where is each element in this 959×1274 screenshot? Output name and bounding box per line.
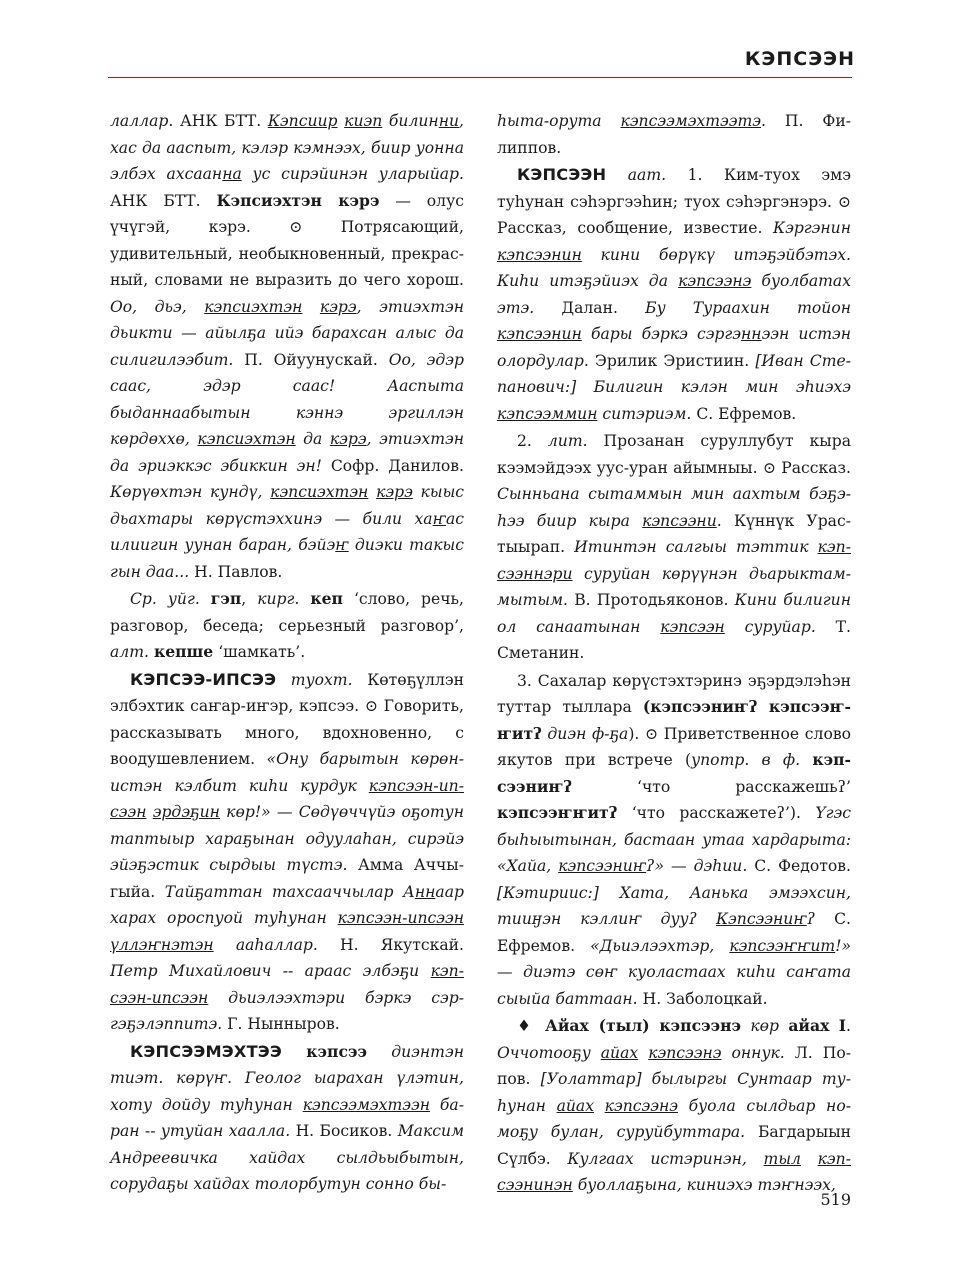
text — [302, 298, 320, 316]
text: Сынньана сытаммын мин аахтым бэҕэһээ биир кыра — [497, 485, 851, 530]
underlined-example: кэпсээнин — [497, 325, 582, 343]
text: көр!» — [219, 803, 271, 821]
italic-text: лаллар. — [110, 112, 174, 130]
underlined-example: тыл — [763, 1149, 801, 1168]
text — [200, 590, 211, 608]
text: ээн истэн олордулар. — [497, 325, 851, 370]
text: суруйан көрүүнэн дьарыктаммытым. — [497, 564, 851, 609]
text: ‘что расскажешьʔ’ — [571, 777, 851, 796]
text — [282, 1043, 306, 1061]
underlined-example: кэпсээнинэн — [497, 1149, 851, 1194]
text: Бу Тураахин тойон — [645, 298, 851, 317]
text — [638, 1044, 648, 1062]
text — [741, 1017, 750, 1035]
text — [232, 1069, 245, 1087]
underlined-example: кэпсиэхтэн — [204, 297, 303, 316]
text: Үгэс быһыытынан, бастаан утаа хардарыта: «Хайа, — [497, 804, 851, 875]
italic-text: лит. — [547, 432, 588, 450]
italic-text: алт. — [110, 643, 149, 661]
italic-example — [497, 884, 851, 929]
page-number: 519 — [820, 1190, 851, 1209]
underlined-example: эрдэҕин — [152, 803, 220, 821]
idiom-ayakh-kepseene — [497, 1013, 851, 1199]
source: Күннүк Урастыырап. — [497, 511, 851, 556]
entry-kepseen-sense-2 — [497, 428, 851, 667]
definition: 1. Ким-туох эмэ туһунан сэһэргээһин; туох сэһэргэнэрэ. ⊙ Рассказ, сообщение, известие. — [497, 166, 851, 237]
source: Софр. Данилов. — [321, 456, 464, 475]
underlined-example: кэпсээн-ипсээн — [110, 962, 464, 1007]
bold-word: айах — [788, 1016, 830, 1035]
entry-kepseemekhtee — [110, 1039, 464, 1198]
definition: Көтөҕүллэн элбэхтик саҥар-иҥэр, кэпсээ. ⊙ Говорить, рассказывать много, вдохновенно, с воодушевлением. — [110, 670, 464, 768]
source: В. Протодьяконов. — [568, 591, 735, 609]
source: Н. Якутскай. — [317, 935, 464, 954]
underlined-example: кэпсээн-ипсээн — [110, 776, 464, 821]
text: суруйар. — [724, 617, 816, 636]
text: аар харах ороспуой туһунан — [110, 882, 464, 927]
headword: КЭПСЭЭН — [517, 165, 607, 184]
underlined-example: кэпсээниҥ — [558, 857, 647, 875]
italic-text: диэнтэн тиэт. көрүҥ. — [110, 1042, 464, 1087]
text: — — [270, 803, 299, 821]
text — [532, 432, 548, 450]
header-rule — [108, 77, 852, 78]
underlined-example: кэрэ — [376, 483, 413, 501]
text — [800, 751, 812, 769]
text: Петр Михайлович -- араас элбэҕи — [110, 962, 431, 980]
definition: 3. Сахалар көрүстэхтэринэ эҕэрдэлэһэн туттар тыллара — [497, 671, 851, 716]
text: ). ⊙ Приветственное слово якутов при встрече ( — [497, 724, 851, 769]
text: , этиэхтэн да эриэккэс эбиккин эн! — [110, 430, 464, 475]
underlined-example: кэрэ — [319, 297, 357, 316]
etymology — [110, 586, 464, 666]
text: кыыс дьахтары көрүстэххинэ — били ха — [110, 483, 464, 528]
text: баран -- утуйан хаалла. — [110, 1095, 464, 1140]
underlined-example: кэпсээмэхтээтэ — [620, 112, 762, 130]
text: . — [846, 1017, 851, 1035]
text: Оо, эдэр саас, эдэр саас! Ааспыта быданнаабытын кэннэ эргиллэн көрдөххө, — [110, 350, 464, 448]
text: ус сирэйинэн уларыйар. — [241, 165, 464, 183]
text — [276, 671, 291, 689]
italic-text: аат. — [627, 166, 667, 184]
underlined-example: Кэпсиир — [267, 112, 338, 130]
italic-example: Сөдүөччүйэ оҕотун таптыыр хараҕынан одуулаһан, сирэйэ эйэҕэстик сырдыы түстэ. — [110, 803, 464, 874]
underlined-example: айах — [556, 1096, 595, 1115]
underlined-letter: ҥ — [335, 536, 349, 554]
underlined-example: кэрэ — [329, 430, 367, 448]
source: С. Ефремов. — [497, 910, 851, 955]
text: ‘слово, речь, разговор, беседа; серьезный разговор’, — [110, 590, 464, 635]
text — [368, 483, 376, 501]
source: Л. Попов. — [497, 1043, 852, 1088]
text: Кулгаах истэринэн, — [567, 1149, 764, 1168]
text: [Кэтириис:] Хата, Аанька эмээхсин, тииӈэн кэллиҥ дууʔ — [497, 883, 851, 928]
text: , этиэхтэн дьикти — айылҕа ийэ барахсан алыс да силигилээбит. — [110, 297, 464, 369]
underlined-example: кэпсээммин — [497, 404, 598, 423]
text — [801, 1150, 818, 1168]
text: Кини билигин ол санаатынан — [497, 591, 851, 636]
source: Г. Нынныров. — [222, 1015, 340, 1033]
italic-example — [497, 112, 766, 130]
right-column — [497, 108, 851, 1199]
source: С. Федотов. — [747, 857, 851, 875]
bold-phrase: ♦ Айах (тыл) кэпсээнэ — [517, 1016, 741, 1035]
source: Далан. — [534, 298, 646, 317]
italic-example — [110, 483, 464, 581]
text: Оччотооҕу — [497, 1043, 601, 1062]
text — [367, 1043, 391, 1061]
text: ааһаллар. — [213, 935, 318, 954]
text: Тайҕаттан тахсааччылар А — [164, 882, 415, 901]
source: Н. Босиков. — [290, 1122, 398, 1140]
bold-phrase: Кэпсиэхтэн кэрэ — [216, 190, 380, 210]
text: АНК БТТ. — [173, 112, 268, 130]
text: Геолог ыарахан үлэтин, хоту дойду туһунан — [110, 1069, 464, 1114]
left-column — [110, 108, 464, 1198]
underlined-example: кэпсиэхтэн — [270, 483, 369, 501]
source: П. Ойуунускай. — [233, 350, 389, 369]
bold-word: кеп — [310, 589, 343, 608]
text: [Иван Степанович:] Билигин кэлэн мин эһиэхэ — [497, 351, 851, 396]
source: С. Ефремов. — [691, 404, 797, 423]
text: ʔ» — дэһии. — [646, 857, 748, 875]
source: П. Филиппов. — [497, 112, 851, 157]
italic-text: кирг. — [257, 590, 300, 608]
text: да — [295, 430, 330, 448]
bold-word: кепше — [153, 642, 214, 661]
italic-text: диэн ф-ҕа — [547, 724, 629, 743]
italic-text: Ср. — [130, 590, 157, 608]
underlined-example: кэпсээни — [642, 511, 717, 530]
text: һыта-орута — [497, 112, 621, 130]
text: . — [716, 511, 722, 530]
text — [829, 1017, 838, 1035]
headword: КЭПСЭЭМЭХТЭЭ — [130, 1041, 282, 1061]
bold-word: I — [838, 1016, 847, 1035]
definition: Прозанан суруллубут кыра кээмэйдээх уус-уран айымныы. ⊙ Рассказ. — [497, 432, 851, 477]
underlined-example: айах — [600, 1043, 639, 1062]
text: !» — диэтэ сөҥ куоластаах киһи саҥата сыыйа баттаан. — [497, 936, 851, 1008]
underlined-letters: ни — [438, 112, 460, 130]
text: ситэриэм. — [597, 404, 692, 423]
text — [594, 1097, 605, 1115]
text: . — [761, 112, 767, 130]
bold-phrase: (кэпсээниҥʔ кэпсээҥҥитʔ — [497, 697, 851, 743]
underlined-example: кэпсээн — [660, 617, 725, 636]
italic-text: уйг. — [167, 590, 200, 608]
entry-continuation — [110, 108, 464, 585]
source: Багдарыын Сүлбэ. — [497, 1123, 851, 1168]
definition: — олус үчүгэй, кэрэ. ⊙ Потрясающий, удивительный, необыкновенный, прекрасный, словами не выразить до чего хорош. — [110, 191, 464, 289]
text: диэки такыс гын даа... — [110, 536, 464, 581]
underlined-example: кэпсиэхтэн — [197, 430, 296, 448]
text: , — [241, 590, 258, 608]
underlined-example: Кэпсээниҥ — [715, 910, 807, 928]
italic-text: көр — [750, 1017, 779, 1035]
underlined-example: киэп — [344, 112, 383, 130]
italic-text: туохт. — [290, 670, 353, 689]
text: кини бөрүкү итэҕэйбэтэх. Киһи итэҕэйиэх да — [497, 245, 851, 290]
entry-kepseen-sense-3 — [497, 668, 851, 1013]
text: ʔ — [806, 910, 816, 928]
text: 2. — [517, 432, 532, 450]
underlined-letters: на — [222, 165, 242, 183]
text: , хас да ааспыт, кэлэр кэмнээх, биир уонна элбэх ахсаан — [110, 112, 464, 183]
text: ‘шамкать’. — [213, 643, 306, 661]
underlined-example: кэпсээнэ — [648, 1043, 722, 1062]
italic-text: употр. в ф. — [691, 751, 801, 769]
italic-example — [497, 1044, 785, 1062]
text: буоллаҕына, киниэхэ тэҥнээх, — [572, 1176, 836, 1194]
headword: КЭПСЭЭ-ИПСЭЭ — [130, 669, 277, 689]
source: Эрилик Эристиин. — [588, 351, 756, 370]
text: [Уолаттар] былыргы Сунтаар туһунан — [497, 1070, 851, 1115]
underlined-example: кэпсээн-ипсээн — [337, 909, 464, 927]
text — [299, 590, 310, 608]
text: буолбатах этэ. — [497, 272, 851, 317]
underlined-example: кэпсээҥҥит — [729, 936, 836, 955]
entry-kepsee-ipsee — [110, 667, 464, 1038]
text: «Дьиэлээхтэр, — [590, 936, 730, 955]
text: ‘что расскажетеʔ’). — [617, 804, 816, 822]
bold-word: кэпсээ — [306, 1041, 367, 1061]
source: Т. Сметанин. — [497, 617, 851, 662]
italic-example: Максим Андреевичка хайдах сылдьыбытын, сорудаҕы хайдах толорбутун сонно бы- — [110, 1122, 464, 1193]
underlined-letter: ҥ — [432, 509, 446, 528]
text: бары бэркэ сэргэ — [581, 325, 742, 343]
entry-kepseen — [497, 162, 851, 427]
source: Н. Павлов. — [189, 562, 283, 581]
text: АНК БТТ. — [110, 191, 217, 210]
underlined-letters: нн — [414, 882, 436, 901]
source: Н. Заболоцкай. — [637, 989, 768, 1008]
underlined-example: үллэҥнэтэн — [110, 935, 214, 954]
text — [157, 590, 168, 608]
underlined-example: кэпсээмэхтээн — [302, 1095, 430, 1114]
entry-continuation — [497, 108, 851, 161]
bold-phrase: кэпсээҥҥитʔ — [497, 803, 618, 822]
text — [606, 166, 628, 184]
underlined-example: кэпсээннэри — [497, 538, 851, 583]
text: Оо, дьэ, — [110, 297, 205, 316]
underlined-example: кэпсээнэ — [678, 272, 752, 290]
underlined-letters: нн — [741, 325, 762, 343]
underlined-example: кэпсээнэ — [604, 1096, 678, 1115]
text: оннук. — [721, 1043, 785, 1062]
running-head: КЭПСЭЭН — [744, 48, 855, 70]
text: Көрүөхтэн кундү, — [110, 483, 271, 501]
text: ас илиигин уунан баран, бэйэ — [110, 509, 464, 554]
text: билин — [382, 112, 439, 130]
underlined-example: кэпсээнин — [497, 245, 582, 264]
bold-phrase: кэпсээниҥʔ — [497, 750, 851, 796]
text: Кэргэнин — [773, 219, 851, 237]
text: Итинтэн салгыы тэттик — [574, 538, 818, 556]
text: «Ону барытын көрөнистэн кэлбит киһи курдук — [110, 750, 465, 795]
bold-word: гэп — [210, 589, 242, 608]
text: буола сылдьар номоҕу булан, суруйбуттара. — [497, 1096, 851, 1141]
text — [779, 1017, 788, 1035]
text: дьиэлээхтэри бэркэ сэргэҕэлэппитэ. — [110, 988, 464, 1033]
source: Амма Аччыгыйа. — [110, 856, 465, 901]
